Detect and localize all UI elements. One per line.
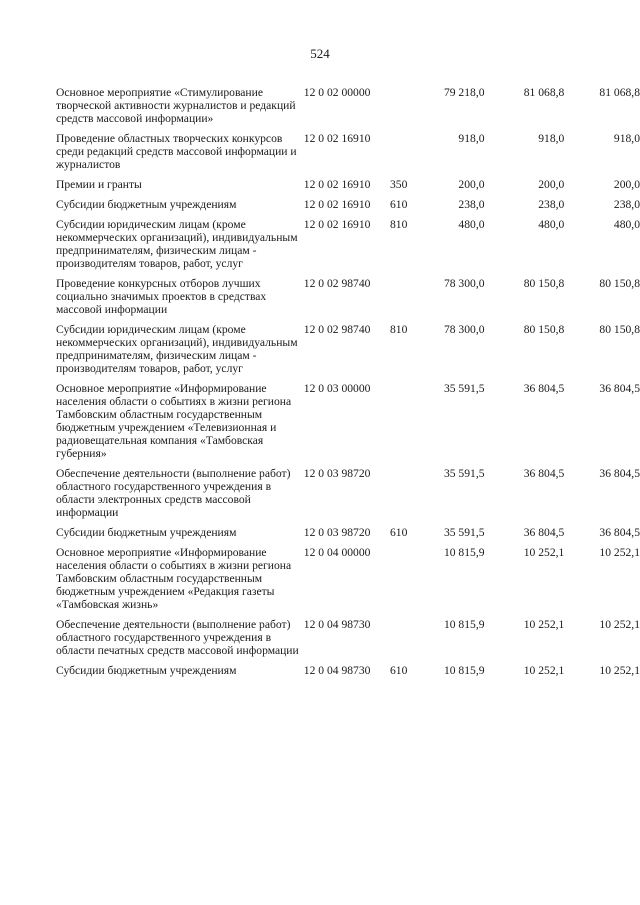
expense-name: Проведение конкурсных отборов лучших социально значимых проектов в средствах массовой информации [56,277,267,316]
table-row [56,198,640,218]
amount-year-3: 36 804,5 [599,382,640,395]
expense-name: Основное мероприятие «Информирование населения области о событиях в жизни региона Тамбовским областным государственным бюджетным учреждением «Телевизионная и радиовещательная компания «Тамбовская губерния» [56,382,292,460]
table-row [56,546,640,618]
budget-table [56,86,640,684]
table-row [56,323,640,382]
amount-year-1: 78 300,0 [443,277,485,290]
amount-year-2: 36 804,5 [523,526,565,539]
expense-type-code: 610 [390,526,408,539]
table-row [56,382,640,467]
amount-year-1: 35 591,5 [443,467,485,480]
expense-type-code: 810 [390,218,408,231]
amount-year-2: 36 804,5 [523,382,565,395]
amount-year-2: 10 252,1 [523,664,565,677]
expense-name: Субсидии юридическим лицам (кроме некоммерческих организаций), индивидуальным предпринимателям, физическим лицам - производителям товаров, работ, услуг [56,218,298,270]
expense-type-code [390,86,415,132]
target-article-code: 12 0 03 98720 [303,467,371,480]
amount-year-2: 80 150,8 [523,323,565,336]
amount-year-1: 35 591,5 [443,526,485,539]
target-article-code: 12 0 02 16910 [303,218,371,231]
amount-year-3: 918,0 [613,132,640,145]
target-article-code: 12 0 04 98730 [303,618,371,631]
amount-year-3: 81 068,8 [599,86,640,99]
expense-name: Субсидии бюджетным учреждениям [56,198,237,211]
table-row [56,618,640,664]
table-row [56,178,640,198]
amount-year-2: 480,0 [538,218,565,231]
expense-name: Обеспечение деятельности (выполнение работ) областного государственного учреждения в области электронных средств массовой информации [56,467,291,519]
amount-year-3: 10 252,1 [599,664,640,677]
amount-year-2: 918,0 [538,132,565,145]
amount-year-1: 78 300,0 [443,323,485,336]
amount-year-1: 10 815,9 [443,618,485,631]
amount-year-2: 200,0 [538,178,565,191]
expense-name: Субсидии юридическим лицам (кроме некоммерческих организаций), индивидуальным предпринимателям, физическим лицам - производителям товаров, работ, услуг [56,323,298,375]
amount-year-3: 80 150,8 [599,277,640,290]
amount-year-1: 918,0 [458,132,485,145]
amount-year-1: 480,0 [458,218,485,231]
expense-name: Основное мероприятие «Стимулирование творческой активности журналистов и редакций средств массовой информации» [56,86,296,125]
target-article-code: 12 0 04 00000 [303,546,371,559]
amount-year-1: 200,0 [458,178,485,191]
amount-year-1: 79 218,0 [443,86,485,99]
amount-year-3: 480,0 [613,218,640,231]
amount-year-2: 238,0 [538,198,565,211]
expense-type-code: 350 [390,178,408,191]
expense-type-code [390,618,415,664]
target-article-code: 12 0 02 16910 [303,132,371,145]
table-row [56,86,640,132]
target-article-code: 12 0 02 16910 [303,198,371,211]
expense-type-code: 810 [390,323,408,336]
expense-type-code [390,277,415,323]
expense-type-code [390,132,415,178]
expense-type-code [390,382,415,467]
table-row [56,467,640,526]
amount-year-2: 81 068,8 [523,86,565,99]
target-article-code: 12 0 02 98740 [303,277,371,290]
amount-year-2: 36 804,5 [523,467,565,480]
target-article-code: 12 0 02 98740 [303,323,371,336]
amount-year-3: 200,0 [613,178,640,191]
amount-year-1: 10 815,9 [443,546,485,559]
target-article-code: 12 0 02 00000 [303,86,371,99]
target-article-code: 12 0 04 98730 [303,664,371,677]
expense-name: Обеспечение деятельности (выполнение работ) областного государственного учреждения в области печатных средств массовой информации [56,618,299,657]
expense-name: Проведение областных творческих конкурсов среди редакций средств массовой информации и журналистов [56,132,297,171]
table-row [56,526,640,546]
target-article-code: 12 0 03 00000 [303,382,371,395]
amount-year-3: 36 804,5 [599,467,640,480]
expense-type-code [390,467,415,526]
amount-year-2: 80 150,8 [523,277,565,290]
page-number: 524 [310,46,330,61]
expense-name: Премии и гранты [56,178,142,191]
amount-year-1: 10 815,9 [443,664,485,677]
amount-year-1: 35 591,5 [443,382,485,395]
budget-table-body [56,86,640,684]
expense-name: Основное мероприятие «Информирование населения области о событиях в жизни региона Тамбовским областным государственным бюджетным учреждением «Редакция газеты «Тамбовская жизнь» [56,546,292,611]
amount-year-3: 238,0 [613,198,640,211]
amount-year-3: 36 804,5 [599,526,640,539]
expense-name: Субсидии бюджетным учреждениям [56,526,237,539]
table-row [56,664,640,684]
target-article-code: 12 0 03 98720 [303,526,371,539]
target-article-code: 12 0 02 16910 [303,178,371,191]
amount-year-3: 80 150,8 [599,323,640,336]
expense-name: Субсидии бюджетным учреждениям [56,664,237,677]
table-row [56,218,640,277]
table-row [56,132,640,178]
amount-year-2: 10 252,1 [523,618,565,631]
expense-type-code: 610 [390,198,408,211]
amount-year-1: 238,0 [458,198,485,211]
amount-year-3: 10 252,1 [599,546,640,559]
amount-year-2: 10 252,1 [523,546,565,559]
amount-year-3: 10 252,1 [599,618,640,631]
expense-type-code [390,546,415,618]
table-row [56,277,640,323]
expense-type-code: 610 [390,664,408,677]
